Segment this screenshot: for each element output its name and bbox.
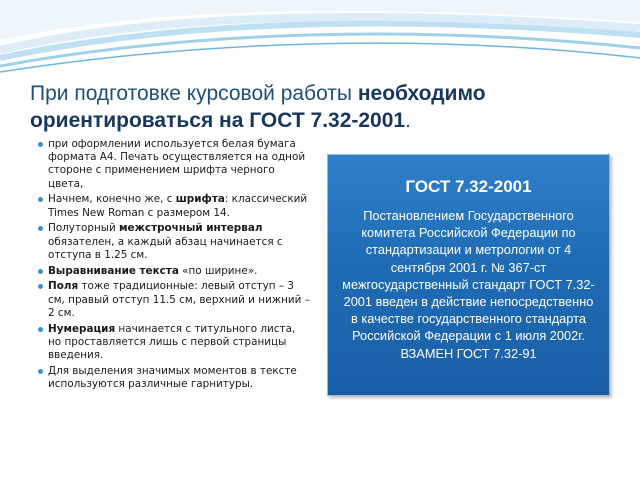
- item-text: при оформлении используется белая бумага формата А4. Печать осуществляется на одной стороне с применением шрифта черного цвета,: [48, 138, 306, 190]
- title-lead: При подготовке курсовой работы: [30, 82, 358, 105]
- item-text: : классический Times New Roman с размером 14.: [48, 193, 308, 219]
- item-text: обязателен, а каждый абзац начинается с отступа в 1.25 см.: [48, 235, 283, 261]
- requirements-list: [38, 138, 310, 394]
- list-item: [38, 365, 310, 391]
- bold-text: межстрочный интервал: [119, 222, 263, 235]
- bold-text: Поля: [48, 280, 79, 293]
- list-item: [38, 138, 310, 191]
- item-text: Полуторный: [48, 222, 120, 235]
- item-text: Для выделения значимых моментов в тексте используются различные гарнитуры.: [48, 364, 297, 391]
- list-item: [38, 193, 310, 219]
- slide-title: [30, 80, 620, 134]
- gost-description: Постановлением Государственного комитета Российской Федерации по стандартизации и метрологии от 4 сентября 2001 г. № 367-ст межгосударственный стандарт ГОСТ 7.32-2001 введен в действие непосредственно в качестве государственного стандарта Российской Федерации с 1 июля 2002г. ВЗАМЕН ГОСТ 7.32-91: [342, 208, 595, 361]
- list-item: [38, 280, 310, 320]
- gost-info-box: [327, 154, 610, 396]
- item-text: Начнем, конечно же, с: [48, 193, 176, 206]
- item-text: начинается с титульного листа, но проставляется лишь с первой страницы введения.: [48, 322, 296, 362]
- header-swoosh-decoration: [0, 0, 640, 90]
- bold-text: Выравнивание текста: [48, 264, 179, 277]
- bold-text: шрифта: [175, 193, 225, 206]
- gost-title: ГОСТ 7.32-2001: [405, 177, 532, 196]
- list-item: [38, 323, 310, 363]
- title-strong: необходимо ориентироваться на ГОСТ 7.32-2001: [30, 82, 486, 132]
- title-tail: .: [405, 109, 411, 132]
- list-item: [38, 265, 310, 278]
- list-item: [38, 222, 310, 262]
- item-text: тоже традиционные: левый отступ – 3 см, правый отступ 11.5 см, верхний и нижний – 2 см.: [48, 280, 310, 319]
- bold-text: Нумерация: [48, 322, 116, 335]
- item-text: «по ширине».: [178, 264, 258, 277]
